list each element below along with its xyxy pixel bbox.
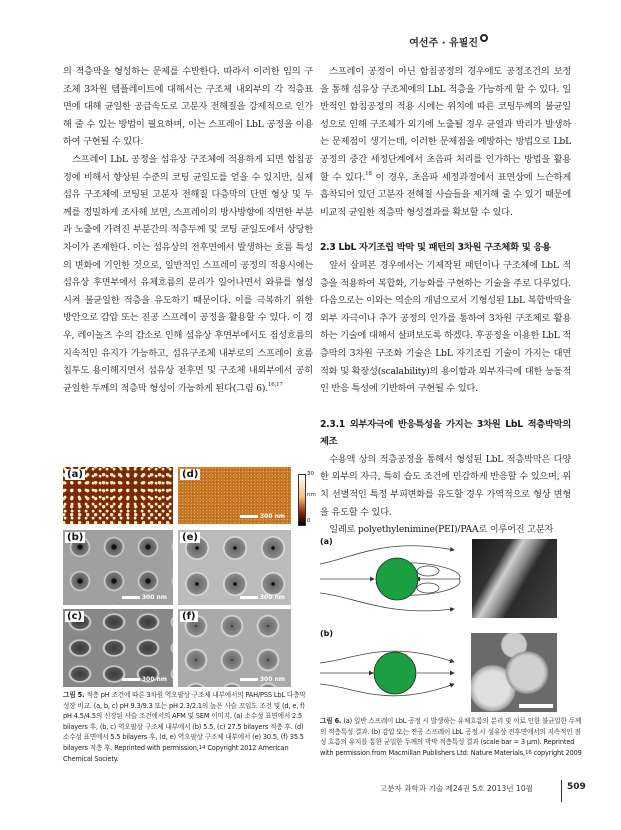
caption-title: 그림 5. bbox=[63, 691, 85, 699]
figure-5-caption bbox=[63, 690, 311, 764]
scale-bar: 300 nm bbox=[240, 513, 285, 520]
fiber-cross-section bbox=[376, 558, 418, 600]
afm-image-d bbox=[178, 467, 291, 524]
vortex bbox=[417, 566, 439, 576]
circle-bullet-icon bbox=[480, 34, 488, 42]
section-heading: 2.3 LbL 자기조립 박막 및 패턴의 3차원 구조체화 및 응용 bbox=[320, 242, 551, 254]
panel-label: (f) bbox=[182, 611, 196, 622]
figure-6-caption bbox=[320, 716, 582, 758]
sem-image-fiber-uniform bbox=[471, 633, 557, 712]
panel-label: (b) bbox=[67, 532, 84, 543]
sem-image-e bbox=[178, 530, 291, 605]
caption-text: (a) 일반 스프레이 LbL 공정 시 발생하는 유체흐름의 분리 및 이로 인한 불균일한 두께의 적층특성 결과. (b) 감압 또는 진공 스프레이 LbL 공정 시 섬유상 전후면에서의 지속적인 점성 흐름의 유지를 통한 균일한 두께의 박막 적층특성 결과 (scale bar = 3 μm). Reprinted with permission from Macmillan Publishers Ltd: Nature Materials, bbox=[320, 717, 582, 757]
scale-bar: 300 nm bbox=[122, 676, 167, 683]
caption-text: Copyright 2012 American Chemical Society. bbox=[63, 743, 289, 763]
afm-image-a bbox=[63, 467, 173, 524]
panel-label: (b) bbox=[320, 629, 334, 638]
paragraph: 일례로 polyethylenimine(PEI)/PAA로 이루어진 고분자 bbox=[329, 524, 554, 536]
vortex bbox=[417, 583, 439, 593]
right-text-column bbox=[320, 63, 571, 539]
panel-label: (a) bbox=[67, 469, 83, 480]
left-text-column bbox=[63, 63, 313, 397]
color-scale-bar bbox=[298, 474, 306, 526]
paragraph bbox=[320, 63, 571, 221]
running-header-authors: 여선주 · 유필진 bbox=[409, 38, 478, 49]
scale-bar: 300 nm bbox=[240, 676, 285, 683]
scale-bar bbox=[519, 704, 553, 708]
caption-text: 적층 pH 조건에 따른 3차원 역오팔상 구조체 내부에서의 PAH/PSS LbL 다층막 성장 비교. (a, b, c) pH 9.3/9.3 또는 pH 2.3/2.1의 높은 사슬 꼬임도 조건 및 (d, e, f) pH 4.5/4.5의 신장된 사슬 조건에서의 AFM 및 SEM 이미지. (a) 소수성 표면에서 2.5 bilayers 후, (b, c) 역오팔상 구조체 내부에서 (b) 5.5, (c) 27.5 bilayers 적층 후. (d) 소수성 표면에서 5.5 bilayers 후, (d, e) 역오팔상 구조체 내부에서 (e) 30.5, (f) 35.5 bilayers 적층 후. Reprinted with permission, bbox=[63, 691, 306, 752]
sem-image-fiber-nonuniform bbox=[472, 539, 557, 618]
footer-divider bbox=[561, 780, 562, 802]
panel-label: (e) bbox=[182, 532, 198, 543]
paragraph-text: 스프레이 공정이 아닌 함침공정의 경우에도 공정조건의 보정을 통해 섬유상 구조체에의 LbL 적층을 가능하게 할 수 있다. 일반적인 함침공정의 적용 시에는 위치에 따른 코팅두께의 불균일성으로 인해 구조체가 외기에 노출될 경우 균열과 박리가 발생하는 문제점이 생기는데, 이러한 문제점을 예방하는 방법으로 LbL 공정의 중간 세정단계에서 초음파 처리를 인가하는 방법을 활용할 수 있다. bbox=[320, 66, 571, 183]
panel-label: (c) bbox=[67, 611, 83, 622]
paragraph-text: 스프레이 LbL 공정을 섬유상 구조체에 적용하게 되면 함침공정에 비해서 향상된 수준의 코팅 균일도를 얻을 수 있지만, 실제 섬유 구조체에 코팅된 고분자 전해질 다층막의 단면 형상 및 두께를 정밀하게 조사해 보면, 스프레이의 방사방향에 직면한 부분과 노출에 가려진 부분간의 적층두께 및 코팅 균일도에서 상당한 차이가 존재한다. 이는 섬유상의 전후면에서 발생하는 흐름 특성의 변화에 기인한 것으로, 일반적인 스프레이 공정의 적용시에는 섬유상 후면부에서 유체흐름의 분리가 일어나면서 와류를 형성시켜 불균일한 적층을 유도하기 때문이다. 이를 극복하기 위한 방안으로 감압 또는 진공 스프레이 공정을 활용할 수 있다. 이 경우, 레이놀즈 수의 감소로 인해 섬유상 후면부에서도 점성흐름의 지속적인 유지가 가능하고, 섬유구조체 내부로의 스프레이 흐름 침투도 용이해지면서 섬유상 전후면 및 구조체 내외부에서 공히 균일한 두께의 적층막 형성이 가능하게 된다(그림 6). bbox=[63, 153, 313, 394]
reference-superscript: 14 bbox=[198, 744, 206, 751]
figure-5 bbox=[63, 467, 316, 687]
paragraph bbox=[63, 151, 313, 397]
flow-diagram bbox=[316, 527, 466, 717]
paragraph: 앞서 살펴본 경우에서는 기제작된 패턴이나 구조체에 LbL 적층을 적용하여 복합화, 기능화를 구현하는 기술을 주로 다루었다. 다음으로는 이와는 역순의 개념으로서 기형성된 LbL 복합박막을 외부 자극이나 추가 공정의 인가를 통하여 3차원 구조체로 활용하는 기술에 대해서 살펴보도록 하겠다. 후공정을 이용한 LbL 적층막의 3차원 구조화 기술은 LbL 자기조립 기술이 가지는 대면적화 및 확장성(scalability)의 용이함과 외부자극에 대한 능동적인 반응 특성에 기반하여 구현될 수 있다. bbox=[320, 259, 571, 395]
colorbar-min: 0 bbox=[307, 518, 311, 524]
page-number: 509 bbox=[567, 782, 586, 792]
subsection-heading: 2.3.1 외부자극에 반응특성을 가지는 3차원 LbL 적층박막의 제조 bbox=[320, 418, 571, 448]
paragraph: 수용액 상의 적층공정을 통해서 형성된 LbL 적층박막은 다양한 외부의 자극, 특히 습도 조건에 민감하게 반응할 수 있으며, 위치 선별적인 특정 부피변화를 유도할 경우 가역적으로 형상 변형을 유도할 수 있다. bbox=[320, 453, 571, 518]
colorbar-max: 30 bbox=[307, 471, 314, 477]
reference-superscript: 18 bbox=[365, 170, 372, 177]
reference-superscript: 16 bbox=[524, 749, 532, 756]
paragraph: 의 적층막을 형성하는 문제를 수반한다. 따라서 이러한 임의 구조체 3차원 템플레이트에 대해서는 구조체 내외부의 각 적층표면에 대해 균일한 공급속도로 고분자 전해질을 강제적으로 인가해 줄 수 있는 방법이 필요하며, 이는 스프레이 LbL 공정을 이용하여 구현될 수 있다. bbox=[63, 66, 313, 148]
sem-image-b bbox=[63, 530, 173, 605]
sem-image-f bbox=[178, 609, 291, 687]
scale-bar: 300 nm bbox=[122, 594, 167, 601]
panel-label: (a) bbox=[320, 537, 333, 546]
fiber-cross-section bbox=[374, 652, 416, 694]
caption-text: copyright 2009 bbox=[531, 748, 582, 757]
figure-6 bbox=[316, 527, 586, 715]
scale-bar: 300 nm bbox=[240, 594, 285, 601]
panel-label: (d) bbox=[182, 469, 199, 480]
caption-title: 그림 6. bbox=[320, 717, 342, 725]
reference-superscript: 16,17 bbox=[267, 381, 283, 388]
colorbar-unit: nm bbox=[307, 492, 316, 498]
journal-footer: 고분자 과학과 기술 제24권 5호 2013년 10월 bbox=[379, 784, 533, 793]
sem-image-c bbox=[63, 609, 173, 687]
paragraph-text: 이 경우, 초음파 세정과정에서 표면상에 느슨하게 흡착되어 있던 고분자 전해질 사슬들을 제거해 줄 수 있기 때문에 비교적 균일한 적층막 형성결과를 확보할 수 있다. bbox=[320, 171, 571, 218]
